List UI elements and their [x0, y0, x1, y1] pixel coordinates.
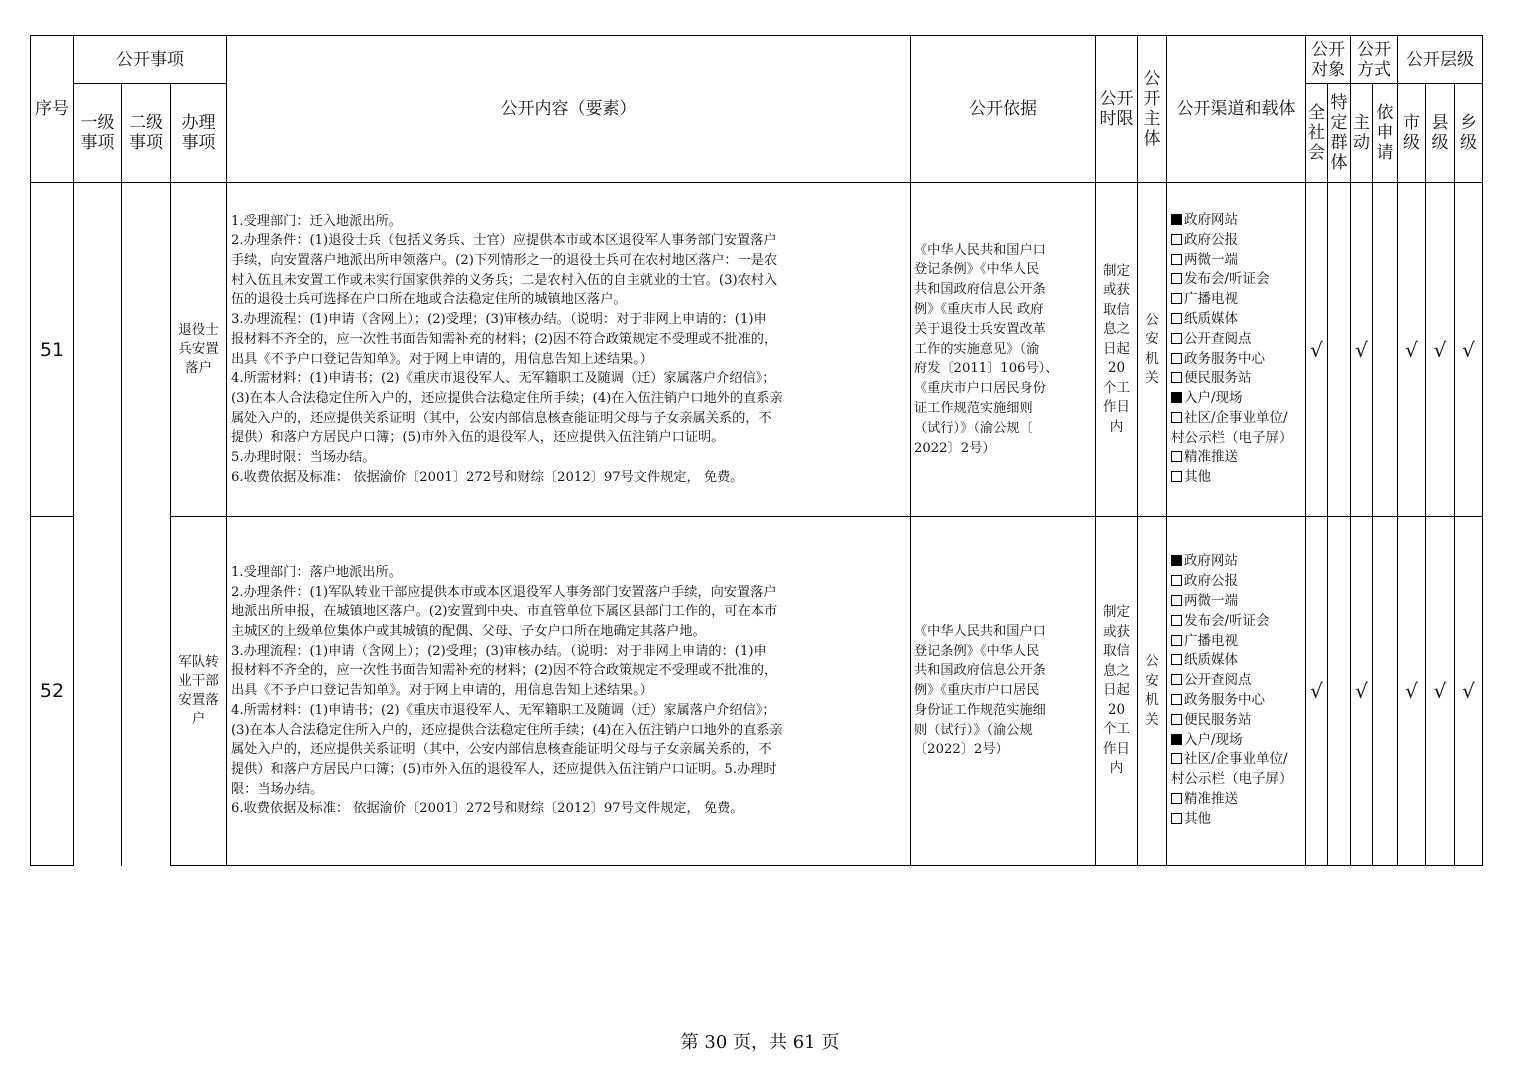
header-target-all	[1306, 84, 1328, 183]
row-subject-text: 公安机关	[1145, 311, 1159, 386]
header-method-request-text: 依申请	[1376, 103, 1394, 163]
header-method-active-text: 主动	[1353, 113, 1370, 153]
content-line: 伍的退役士兵可选择在户口所在地或合法稳定住所的城镇地区落户。	[231, 292, 627, 308]
page-footer: 第 30 页，共 61 页	[680, 1032, 840, 1053]
row-time-limit-text: 制定或获取信息之日起20个工作日内	[1103, 604, 1130, 777]
header-handle-text: 办理事项	[181, 113, 216, 153]
header-level-county	[1426, 84, 1455, 183]
channel-item	[1171, 810, 1301, 830]
header-level2-text: 二级事项	[129, 113, 163, 153]
row-subject	[1138, 517, 1167, 866]
channel-item	[1171, 211, 1301, 231]
header-method-active	[1351, 84, 1373, 183]
header-level-township	[1455, 84, 1483, 183]
checkbox-empty	[1171, 254, 1182, 265]
channel-item	[1171, 468, 1301, 488]
tick-target-specific	[1328, 517, 1351, 866]
channel-label: 入户/现场	[1184, 731, 1243, 748]
channel-label: 精准推送	[1184, 449, 1238, 466]
basis-line: 2022〕2号）	[914, 440, 996, 456]
content-line: 4.所需材料：(1)申请书；(2)《重庆市退役军人、无军籍职工及随调（迁）家属落户介绍信》；	[231, 371, 776, 387]
content-line: 提供）和落户方居民户口簿；(5)市外入伍的退役军人，还应提供入伍注销户口证明。5.办理时	[231, 761, 777, 777]
content-line: (3)在本人合法稳定住所入户的，还应提供合法稳定住所手续；(4)在入伍注销户口地外的直系亲	[231, 390, 783, 406]
row-basis	[911, 183, 1096, 517]
channel-label: 纸质媒体	[1184, 652, 1238, 669]
row-content	[227, 183, 911, 517]
basis-line: 府发〔2011〕106号）、	[914, 361, 1059, 377]
channel-label: 便民服务站	[1184, 370, 1252, 387]
channel-label: 入户/现场	[1184, 390, 1243, 407]
basis-line: 《中华人民共和国户口	[914, 623, 1046, 639]
channel-item	[1171, 330, 1301, 350]
row-channels	[1167, 517, 1306, 866]
basis-line: 登记条例》《中华人民	[914, 262, 1040, 278]
channel-label: 公开查阅点	[1184, 330, 1252, 347]
content-line: 6.收费依据及标准： 依据渝价〔2001〕272号和财综〔2012〕97号文件规定， 免费。	[231, 801, 744, 817]
checkbox-empty	[1171, 793, 1182, 804]
basis-line: 〔2022〕2号）	[914, 742, 1009, 758]
content-line: 主城区的上级单位集体户或其城镇的配偶、父母、子女户口所在地确定其落户地。	[231, 624, 706, 640]
basis-line: 身份证工作规范实施细	[914, 702, 1046, 718]
checkbox-empty	[1171, 813, 1182, 824]
content-line: 出具《不予户口登记告知单》。对于网上申请的，用信息告知上述结果。）	[231, 351, 653, 367]
content-line: 手续，向安置落户地派出所申领落户。(2)下列情形之一的退役士兵可在农村地区落户：一是农	[231, 252, 778, 268]
channel-label: 便民服务站	[1184, 711, 1252, 728]
channel-item	[1171, 290, 1301, 310]
basis-line: 工作的实施意见》（渝	[914, 341, 1040, 357]
checkbox-empty	[1171, 293, 1182, 304]
channel-label: 政务服务中心	[1184, 692, 1265, 708]
channel-label: 政务服务中心	[1184, 350, 1265, 367]
tick-target-all: √	[1306, 517, 1328, 866]
row-item	[171, 183, 227, 517]
checkbox-empty	[1171, 615, 1182, 626]
header-method	[1351, 36, 1398, 84]
basis-line: 例》《重庆市人民 政府	[914, 302, 1044, 317]
channel-label: 纸质媒体	[1184, 310, 1238, 327]
tick-method-request	[1373, 183, 1398, 517]
channel-label: 两微一端	[1184, 251, 1238, 268]
channel-label: 公开查阅点	[1184, 672, 1252, 689]
row-time-limit	[1096, 517, 1138, 866]
content-line: 报材料不齐全的，应一次性书面告知需补充的材料；(2)因不符合政策规定不受理或不批准的，	[231, 331, 778, 347]
channel-label: 两微一端	[1184, 593, 1238, 610]
channel-item	[1171, 231, 1301, 251]
tick-target-all: √	[1306, 183, 1328, 517]
channel-item	[1171, 552, 1301, 572]
basis-line: 证工作规范实施细则	[914, 400, 1033, 416]
channel-label: 社区/企事业单位/村公示栏（电子屏）	[1171, 409, 1293, 446]
header-level-city-text: 市级	[1403, 113, 1420, 153]
channel-item	[1171, 310, 1301, 330]
checkbox-empty	[1171, 333, 1182, 344]
row-seq: 51	[31, 183, 74, 517]
channel-item	[1171, 572, 1301, 592]
row-item-text: 军队转业干部安置落户	[178, 654, 219, 727]
header-level-county-text: 县级	[1431, 113, 1449, 153]
header-channel: 公开渠道和载体	[1167, 36, 1306, 183]
table-row	[31, 517, 1483, 866]
checkbox-empty	[1171, 753, 1182, 764]
channel-item	[1171, 632, 1301, 652]
basis-line: 《重庆市户口居民身份	[914, 381, 1046, 397]
content-line: 属处入户的，还应提供关系证明（其中，公安内部信息核查能证明父母与子女亲属关系的，不	[231, 742, 772, 758]
channel-item	[1171, 448, 1301, 468]
header-target-specific-text: 特定群体	[1330, 93, 1348, 173]
checkbox-empty	[1171, 654, 1182, 665]
header-public-items: 公开事项	[74, 36, 227, 84]
content-line: 地派出所申报，在城镇地区落户。(2)安置到中央、市直管单位下属区县部门工作的，可在本市	[231, 604, 778, 620]
channel-item	[1171, 711, 1301, 731]
channel-item	[1171, 671, 1301, 691]
channel-item	[1171, 691, 1301, 711]
header-time-limit-text: 公开时限	[1099, 89, 1134, 129]
channel-item	[1171, 389, 1301, 409]
checkbox-empty	[1171, 694, 1182, 705]
basis-line: 关于退役士兵安置改革	[914, 321, 1046, 337]
row-level2	[122, 183, 171, 866]
tick-target-specific	[1328, 183, 1351, 517]
checkbox-checked	[1171, 734, 1182, 745]
row-content	[227, 517, 911, 866]
row-basis	[911, 517, 1096, 866]
header-level1	[74, 84, 122, 183]
content-line: (3)在本人合法稳定住所入户的，还应提供合法稳定住所手续；(4)在入伍注销户口地外的直系亲	[231, 722, 783, 738]
tick-method-request	[1373, 517, 1398, 866]
row-seq: 52	[31, 517, 74, 866]
channel-label: 精准推送	[1184, 790, 1238, 807]
row-channels	[1167, 183, 1306, 517]
channel-item	[1171, 731, 1301, 751]
header-level2	[122, 84, 171, 183]
checkbox-empty	[1171, 471, 1182, 482]
header-level-township-text: 乡级	[1460, 113, 1477, 153]
basis-line: （试行）》（渝公规〔	[914, 420, 1033, 436]
tick-level-county: √	[1426, 517, 1455, 866]
checkbox-empty	[1171, 313, 1182, 324]
header-level-city	[1398, 84, 1426, 183]
channel-label: 发布会/听证会	[1184, 612, 1270, 629]
header-time-limit	[1096, 36, 1138, 183]
disclosure-table	[30, 35, 1483, 866]
row-level1	[74, 183, 122, 866]
header-target-all-text: 全社会	[1308, 103, 1325, 163]
header-method-text: 公开方式	[1357, 39, 1391, 80]
channel-label: 社区/企事业单位/村公示栏（电子屏）	[1171, 751, 1293, 788]
content-line: 1.受理部门：落户地派出所。	[231, 564, 402, 580]
channel-item	[1171, 350, 1301, 370]
content-line: 出具《不予户口登记告知单》。对于网上申请的，用信息告知上述结果。）	[231, 683, 653, 699]
channel-label: 政府公报	[1184, 231, 1238, 248]
tick-level-county: √	[1426, 183, 1455, 517]
tick-level-city: √	[1398, 183, 1426, 517]
header-basis: 公开依据	[911, 36, 1096, 183]
row-time-limit	[1096, 183, 1138, 517]
checkbox-empty	[1171, 575, 1182, 586]
tick-method-active: √	[1351, 517, 1373, 866]
content-line: 3.办理流程：(1)申请（含网上）；(2)受理；(3)审核办结。（说明：对于非网上申请的：(1)申	[231, 643, 767, 659]
channel-label: 广播电视	[1184, 291, 1238, 308]
header-target	[1306, 36, 1351, 84]
tick-method-active: √	[1351, 183, 1373, 517]
tick-level-township: √	[1455, 517, 1483, 866]
channel-label: 其他	[1184, 469, 1211, 486]
header-target-specific	[1328, 84, 1351, 183]
row-subject-text: 公安机关	[1145, 653, 1159, 728]
checkbox-empty	[1171, 353, 1182, 364]
checkbox-checked	[1171, 392, 1182, 403]
table-row	[31, 183, 1483, 517]
header-handle	[171, 84, 227, 183]
basis-line: 共和国政府信息公开条	[914, 282, 1046, 298]
channel-item	[1171, 369, 1301, 389]
tick-level-township: √	[1455, 183, 1483, 517]
content-line: 报材料不齐全的，应一次性书面告知需补充的材料；(2)因不符合政策规定不受理或不批准的，	[231, 663, 778, 679]
basis-line: 登记条例》《中华人民	[914, 643, 1040, 659]
tick-level-city: √	[1398, 517, 1426, 866]
content-line: 限：当场办结。	[231, 781, 324, 797]
channel-item	[1171, 251, 1301, 271]
header-target-text: 公开对象	[1311, 39, 1345, 80]
header-seq: 序号	[31, 36, 74, 183]
channel-label: 政府网站	[1184, 553, 1238, 570]
header-content: 公开内容（要素）	[227, 36, 911, 183]
checkbox-empty	[1171, 372, 1182, 383]
checkbox-empty	[1171, 273, 1182, 284]
content-line: 5.办理时限：当场办结。	[231, 450, 376, 466]
checkbox-empty	[1171, 635, 1182, 646]
content-line: 6.收费依据及标准： 依据渝价〔2001〕272号和财综〔2012〕97号文件规定， 免费。	[231, 469, 744, 485]
channel-item	[1171, 651, 1301, 671]
content-line: 2.办理条件：(1)军队转业干部应提供本市或本区退役军人事务部门安置落户手续，向安置落户	[231, 584, 777, 600]
header-level: 公开层级	[1398, 36, 1483, 84]
channel-item	[1171, 750, 1301, 790]
row-subject	[1138, 183, 1167, 517]
basis-line: 共和国政府信息公开条	[914, 663, 1046, 679]
header-subject	[1138, 36, 1167, 183]
checkbox-checked	[1171, 214, 1182, 225]
basis-line: 例》《重庆市户口居民	[914, 683, 1040, 699]
header-subject-text: 公开主体	[1143, 69, 1161, 149]
channel-item	[1171, 612, 1301, 632]
channel-label: 政府网站	[1184, 211, 1238, 228]
content-line: 2.办理条件：(1)退役士兵（包括义务兵、士官）应提供本市或本区退役军人事务部门安置落户	[231, 233, 777, 249]
checkbox-empty	[1171, 234, 1182, 245]
channel-label: 发布会/听证会	[1184, 271, 1270, 288]
checkbox-empty	[1171, 714, 1182, 725]
channel-label: 其他	[1184, 810, 1211, 827]
channel-item	[1171, 409, 1301, 449]
row-time-limit-text: 制定或获取信息之日起20个工作日内	[1103, 262, 1130, 435]
checkbox-empty	[1171, 595, 1182, 606]
channel-item	[1171, 592, 1301, 612]
checkbox-empty	[1171, 412, 1182, 423]
channel-label: 政府公报	[1184, 573, 1238, 590]
content-line: 1.受理部门：迁入地派出所。	[231, 213, 402, 229]
channel-label: 广播电视	[1184, 632, 1238, 649]
channel-item	[1171, 790, 1301, 810]
checkbox-empty	[1171, 451, 1182, 462]
basis-line: 则（试行）》（渝公规	[914, 722, 1033, 738]
checkbox-checked	[1171, 555, 1182, 566]
channel-item	[1171, 270, 1301, 290]
content-line: 村入伍且未安置工作或未实行国家供养的义务兵；二是农村入伍的自主就业的士官。(3)农村入	[231, 272, 778, 288]
checkbox-empty	[1171, 674, 1182, 685]
content-line: 4.所需材料：(1)申请书；(2)《重庆市退役军人、无军籍职工及随调（迁）家属落户介绍信》；	[231, 702, 776, 718]
content-line: 属处入户的，还应提供关系证明（其中，公安内部信息核查能证明父母与子女亲属关系的，不	[231, 410, 772, 426]
content-line: 提供）和落户方居民户口簿；(5)市外入伍的退役军人，还应提供入伍注销户口证明。	[231, 430, 725, 446]
row-item-text: 退役士兵安置落户	[178, 322, 219, 376]
basis-line: 《中华人民共和国户口	[914, 242, 1046, 258]
row-item	[171, 517, 227, 866]
header-method-request	[1373, 84, 1398, 183]
content-line: 3.办理流程：(1)申请（含网上）；(2)受理；(3)审核办结。（说明：对于非网上申请的：(1)申	[231, 312, 767, 328]
header-level1-text: 一级事项	[80, 113, 115, 153]
